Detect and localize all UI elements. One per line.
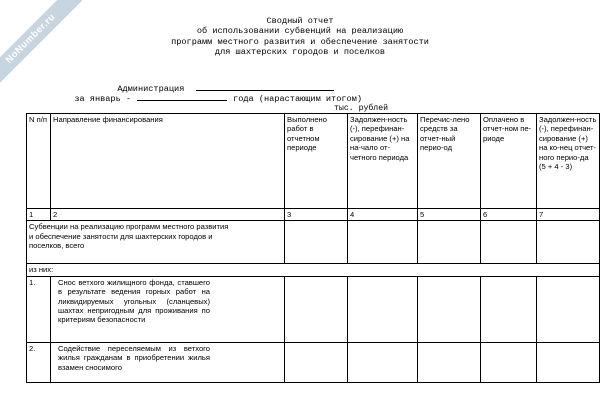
administration-label: Администрация (117, 84, 185, 95)
column-number: 5 (418, 209, 481, 221)
of-which-row (27, 264, 600, 276)
header-row (27, 114, 600, 209)
cell (348, 276, 418, 342)
column-number: 1 (27, 209, 51, 221)
cell (537, 221, 600, 264)
cell (418, 276, 481, 342)
cell (348, 221, 418, 264)
title-line: программ местного развития и обеспечение занятости (171, 36, 429, 47)
row-direction: Содействие переселяемым из ветхого жилья гражданам в приобретении жилья взамен сносимого (51, 342, 285, 382)
header-num: N п/п (27, 114, 51, 209)
cell (418, 342, 481, 382)
cell (348, 342, 418, 382)
header-debt-end: Задолжен-ность (-), перефинан-сирование (+) на ко-нец отчет-ного перио-да (5 + 4 - 3) (537, 114, 600, 209)
title-line: об использовании субвенций на реализацию (196, 26, 404, 37)
watermark-text: NoNumber.ru (0, 0, 82, 90)
header-transferred: Перечис-лено средств за отчет-ный перио-од (418, 114, 481, 209)
cell (285, 276, 348, 342)
header-debt-start: Задолжен-ность (-), перефинан-сирование (+) на на-чало от-четного периода (348, 114, 418, 209)
header-direction: Направление финансирования (51, 114, 285, 209)
column-number-row (27, 209, 600, 221)
report-title (0, 16, 600, 58)
period-suffix: года (нарастающим итогом) (233, 94, 362, 105)
units-label: тыс. рублей (334, 104, 389, 113)
row-direction: Снос ветхого жилищного фонда, ставшего в результате ведения горных работ на ликвидируемых угольных (сланцевых) шахтах непригодным для проживания по критериям безопасности (51, 276, 285, 342)
column-number: 6 (481, 209, 537, 221)
row-number: 1. (27, 276, 51, 342)
cell (418, 221, 481, 264)
column-number: 3 (285, 209, 348, 221)
cell (285, 342, 348, 382)
column-number: 7 (537, 209, 600, 221)
title-line: для шахтерских городов и поселков (214, 47, 386, 58)
period-line (64, 82, 362, 105)
cell (481, 221, 537, 264)
header-paid: Оплачено в отчет-ном пе-риоде (481, 114, 537, 209)
header-completed: Выполнено работ в отчетном периоде (285, 114, 348, 209)
report-table (26, 113, 600, 383)
column-number: 4 (348, 209, 418, 221)
cell (285, 221, 348, 264)
total-row-label: Субвенции на реализацию программ местного развития и обеспечение занятости для шахтерских городов и поселков, всего (27, 221, 285, 264)
row-number: 2. (27, 342, 51, 382)
column-number: 2 (51, 209, 285, 221)
cell (481, 342, 537, 382)
period-prefix: за январь - (74, 94, 132, 105)
cell (537, 342, 600, 382)
of-which-label: из них: (27, 264, 600, 276)
cell (481, 276, 537, 342)
title-line: Сводный отчет (266, 16, 334, 26)
period-blank (137, 92, 227, 101)
table-row (27, 276, 600, 342)
total-row (27, 221, 600, 264)
table-row (27, 342, 600, 382)
cell (537, 276, 600, 342)
